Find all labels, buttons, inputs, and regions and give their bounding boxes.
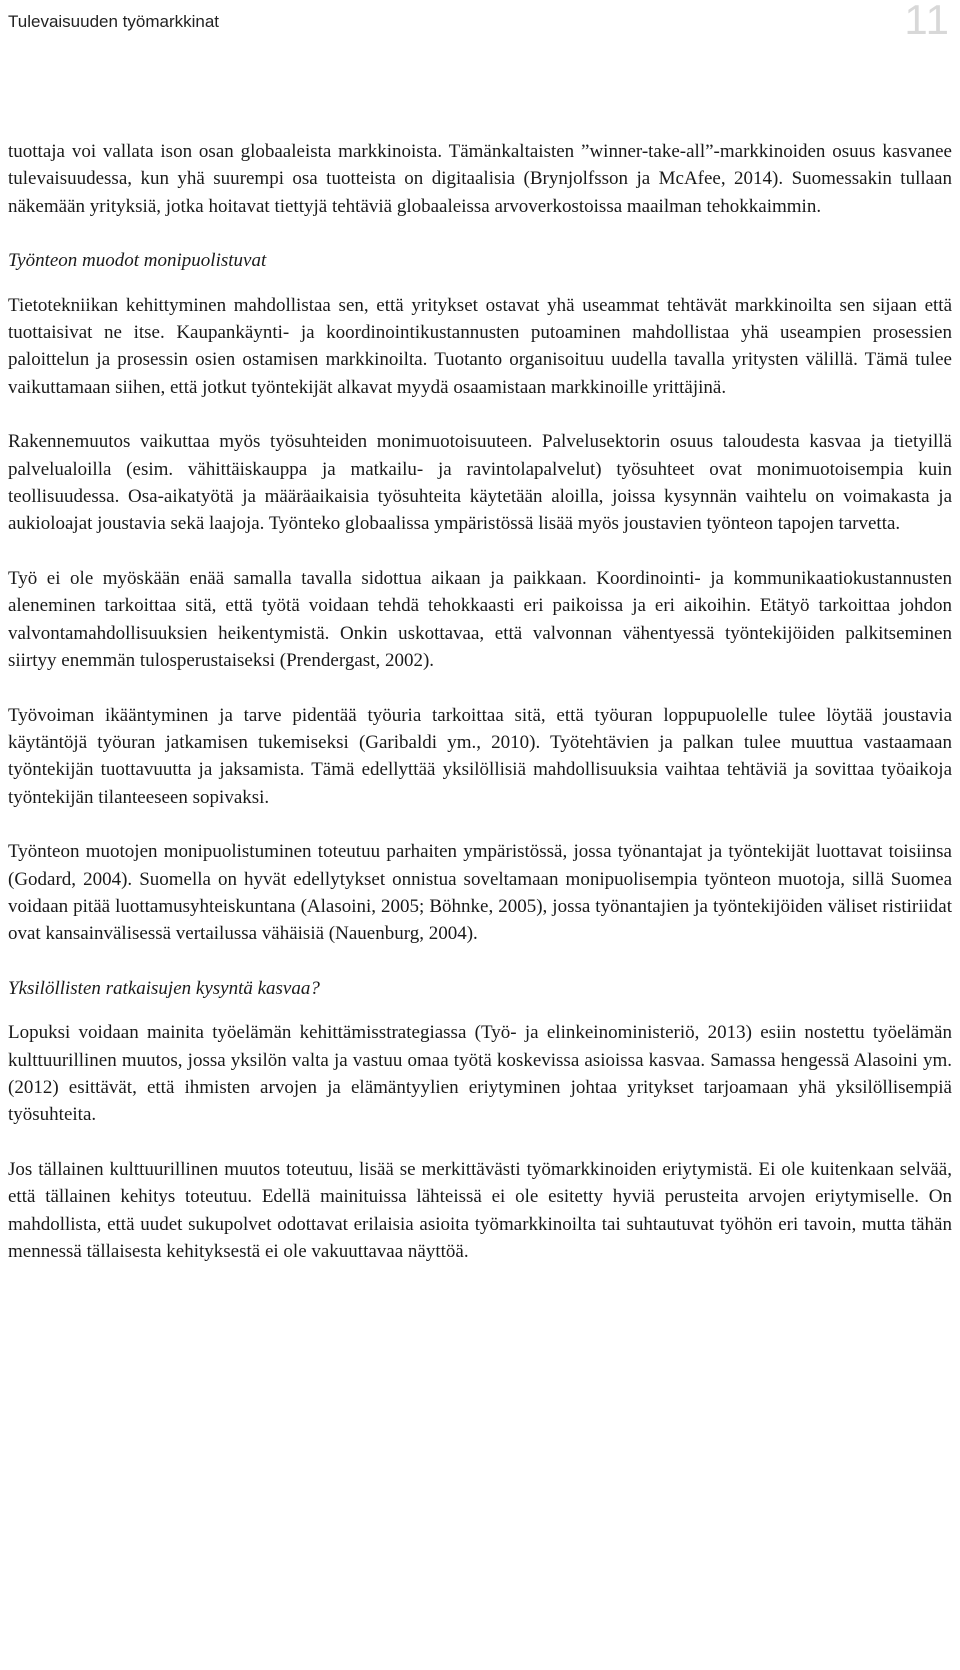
paragraph-6: Työnteon muotojen monipuolistuminen toteutuu parhaiten ympäristössä, jossa työnantajat ja työntekijät luottavat toisiinsa (Godard, 2004). Suomella on hyvät edellytykset onnistua soveltamaan monipuolisempia työnteon muotoja, sillä Suomea voidaan pitää luottamusyhteiskuntana (Alasoini, 2005; Böhnke, 2005), jossa työnantajien ja työntekijöiden väliset ristiriidat ovat kansainvälisessä vertailussa vähäisiä (Nauenburg, 2004).: [8, 841, 952, 945]
paragraph-4: Työ ei ole myöskään enää samalla tavalla sidottua aikaan ja paikkaan. Koordinointi- ja kommunikaatiokustannusten aleneminen tarkoittaa sitä, että työtä voidaan tehdä tehokkaasti eri paikoissa ja eri aikoihin. Etätyö tarkoittaa johdon valvontamahdollisuuksien heikentymistä. Onkin uskottavaa, että valvonnan vähentyessä työntekijöiden palkitseminen siirtyy enemmän tulosperustaiseksi (Prendergast, 2002).: [8, 567, 952, 672]
paragraph-1: tuottaja voi vallata ison osan globaaleista markkinoista. Tämänkaltaisten ”winner-take-all”-markkinoiden osuus kasvanee tulevaisuudessa, kun yhä suurempi osa tuotteista on digitaalisia (Brynjolfsson ja McAfee, 2014). Suomessakin tullaan näkemään yrityksiä, jotka hoitavat tiettyjä tehtäviä globaaleissa arvoverkostoissa maailman tehokkaimmin.: [8, 141, 952, 217]
page-number: 11: [904, 0, 950, 43]
paragraph-2: Tietotekniikan kehittyminen mahdollistaa sen, että yritykset ostavat yhä useammat tehtävät markkinoilta sen sijaan että tuottaisivat ne itse. Kaupankäynti- ja koordinointikustannusten putoaminen mahdollistaa yhä useampien prosessien paloittelun ja prosessin osien ostamisen markkinoilta. Tuotanto organisoituu uudella tavalla yritysten välillä. Tämä tulee vaikuttamaan siihen, että jotkut työntekijät alkavat myydä osaamistaan markkinoille yrittäjinä.: [8, 294, 952, 398]
paragraph-5: Työvoiman ikääntyminen ja tarve pidentää työuria tarkoittaa sitä, että työuran loppupuolelle tulee löytää joustavia käytäntöjä työuran jatkamisen tukemiseksi (Garibaldi ym., 2010). Työtehtävien ja palkan tulee muuttua vastaamaan työntekijän tuottavuutta ja jaksamista. Tämä edellyttää yksilöllisiä mahdollisuuksia vaihtaa tehtäviä ja sovittaa työaikoja työntekijän tilanteeseen sopivaksi.: [8, 704, 952, 808]
running-title: Tulevaisuuden työmarkkinat: [8, 12, 220, 31]
paragraph-8: Jos tällainen kulttuurillinen muutos toteutuu, lisää se merkittävästi työmarkkinoiden eriytymistä. Ei ole kuitenkaan selvää, että tällainen kehitys toteutuu. Edellä mainituissa lähteissä ei ole esitetty hyviä perusteita arvojen eriytymiselle. On mahdollista, että uudet sukupolvet odottavat erilaisia asioita työmarkkinoilta tai suhtautuvat työhön eri tavoin, mutta tähän mennessä tällaisesta kehityksestä ei ole vakuuttavaa näyttöä.: [8, 1158, 952, 1262]
document-body: [8, 138, 952, 1292]
section-heading-tyonteon-muodot: Työnteon muodot monipuolistuvat: [8, 250, 267, 272]
paragraph-3: Rakennemuutos vaikuttaa myös työsuhteiden monimuotoisuuteen. Palvelusektorin osuus taloudesta kasvaa ja tietyillä palvelualoilla (esim. vähittäiskauppa ja matkailu- ja ravintolapalvelut) työsuhteet ovat monimuotoisempia kuin teollisuudessa. Osa-aikatyötä ja määräaikaisia työsuhteita käytetään aloilla, joissa kysynnän vaihtelu on voimakasta ja aukioloajat joustavia sekä laajoja. Työnteko globaalissa ympäristössä lisää myös joustavien työnteon tapojen tarvetta.: [8, 431, 952, 535]
paragraph-7: Lopuksi voidaan mainita työelämän kehittämisstrategiassa (Työ- ja elinkeinoministeriö, 2013) esiin nostettu työelämän kulttuurillinen muutos, jossa yksilön valta ja vastuu omaa työtä koskevissa asioissa kasvaa. Samassa hengessä Alasoini ym. (2012) esittävät, että ihmisten arvojen ja elämäntyylien eriytyminen johtaa yritykset tarjoamaan yhä yksilöllisempiä työsuhteita.: [8, 1022, 952, 1126]
page-header: [0, 0, 960, 60]
section-heading-yksilollisten-ratkaisujen: Yksilöllisten ratkaisujen kysyntä kasvaa?: [8, 977, 320, 999]
